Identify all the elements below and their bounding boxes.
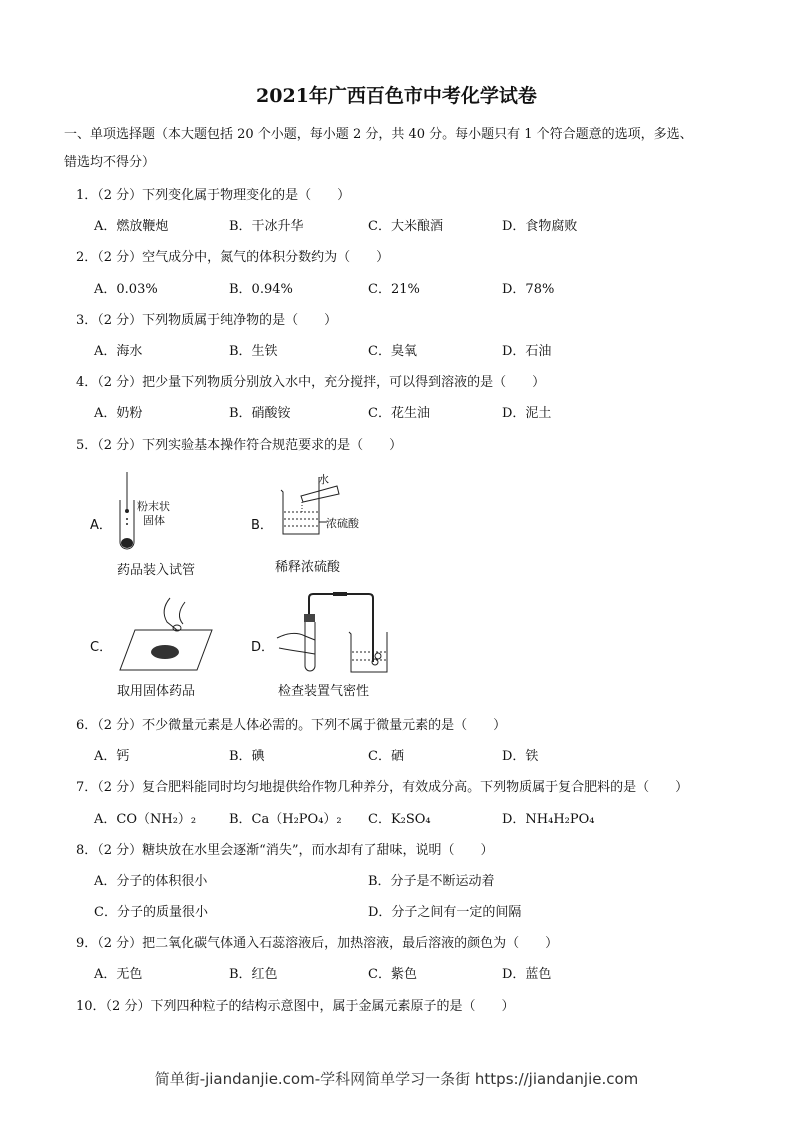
option-a: A．钙 <box>94 749 130 764</box>
option-c: C．硒 <box>368 749 404 764</box>
section-heading-cont: 错选均不得分） <box>64 155 156 170</box>
option-c: C．K₂SO₄ <box>368 812 431 827</box>
option-d: D．分子之间有一定的间隔 <box>368 905 522 920</box>
section-heading: 一、单项选择题（本大题包括 20 个小题，每小题 2 分，共 40 分。每小题只有 1 个符合题意的选项，多选、 <box>64 127 693 142</box>
option-a: A．0.03% <box>94 282 158 297</box>
option-d: D．NH₄H₂PO₄ <box>502 812 595 827</box>
solid-reagent-figure <box>115 590 215 675</box>
exam-title: 2021年广西百色市中考化学试卷 <box>256 85 537 107</box>
question-5: 5．（2 分）下列实验基本操作符合规范要求的是（ ） <box>76 438 403 453</box>
option-c: C．21% <box>368 282 420 297</box>
footer-watermark: 简单街-jiandanjie.com-学科网简单学习一条街 https://jiandanjie.com <box>154 1070 639 1088</box>
figure-c-letter: C． <box>90 640 113 655</box>
option-c: C．分子的质量很小 <box>94 905 208 920</box>
option-b: B．硝酸铵 <box>229 406 291 421</box>
question-1: 1．（2 分）下列变化属于物理变化的是（ ） <box>76 188 351 203</box>
figure-b-caption: 稀释浓硫酸 <box>275 560 341 575</box>
figure-a-label: 粉末状 <box>137 500 170 513</box>
option-d: D．78% <box>502 282 555 297</box>
option-b: B．红色 <box>229 967 278 982</box>
figure-b-label: 水 <box>318 473 329 486</box>
question-4: 4．（2 分）把少量下列物质分别放入水中，充分搅拌，可以得到溶液的是（ ） <box>76 375 546 390</box>
option-c: C．臭氧 <box>368 344 417 359</box>
option-c: C．花生油 <box>368 406 430 421</box>
option-c: C．大米酿酒 <box>368 219 443 234</box>
question-7: 7．（2 分）复合肥料能同时均匀地提供给作物几种养分，有效成分高。下列物质属于复合肥料的是（ ） <box>76 780 689 795</box>
question-9: 9．（2 分）把二氧化碳气体通入石蕊溶液后，加热溶液，最后溶液的颜色为（ ） <box>76 936 559 951</box>
option-a: A．海水 <box>94 344 143 359</box>
figure-a-label: 固体 <box>143 514 165 527</box>
airtightness-check-figure <box>275 590 390 675</box>
option-b: B．Ca（H₂PO₄）₂ <box>229 812 342 827</box>
figure-c-caption: 取用固体药品 <box>117 684 196 699</box>
option-a: A．燃放鞭炮 <box>94 219 169 234</box>
option-b: B．碘 <box>229 749 265 764</box>
option-d: D．食物腐败 <box>502 219 578 234</box>
option-a: A．CO（NH₂）₂ <box>94 812 197 827</box>
option-a: A．无色 <box>94 967 143 982</box>
option-d: D．铁 <box>502 749 539 764</box>
option-d: D．石油 <box>502 344 552 359</box>
question-6: 6．（2 分）不少微量元素是人体必需的。下列不属于微量元素的是（ ） <box>76 718 507 733</box>
question-10: 10．（2 分）下列四种粒子的结构示意图中，属于金属元素原子的是（ ） <box>76 999 515 1014</box>
question-2: 2．（2 分）空气成分中，氮气的体积分数约为（ ） <box>76 250 390 265</box>
figure-b-label: 浓硫酸 <box>326 517 359 530</box>
question-3: 3．（2 分）下列物质属于纯净物的是（ ） <box>76 313 338 328</box>
question-8: 8．（2 分）糖块放在水里会逐渐“消失”，而水却有了甜味，说明（ ） <box>76 843 494 858</box>
option-c: C．紫色 <box>368 967 417 982</box>
option-b: B．分子是不断运动着 <box>368 874 495 889</box>
option-d: D．泥土 <box>502 406 552 421</box>
option-a: A．分子的体积很小 <box>94 874 208 889</box>
figure-a-letter: A． <box>90 518 112 533</box>
figure-d-letter: D． <box>251 640 275 655</box>
option-b: B．生铁 <box>229 344 278 359</box>
option-d: D．蓝色 <box>502 967 552 982</box>
option-b: B．0.94% <box>229 282 293 297</box>
option-a: A．奶粉 <box>94 406 143 421</box>
figure-a-caption: 药品装入试管 <box>117 563 196 578</box>
figure-d-caption: 检查装置气密性 <box>278 684 370 699</box>
figure-b-letter: B． <box>251 518 273 533</box>
option-b: B．干冰升华 <box>229 219 304 234</box>
